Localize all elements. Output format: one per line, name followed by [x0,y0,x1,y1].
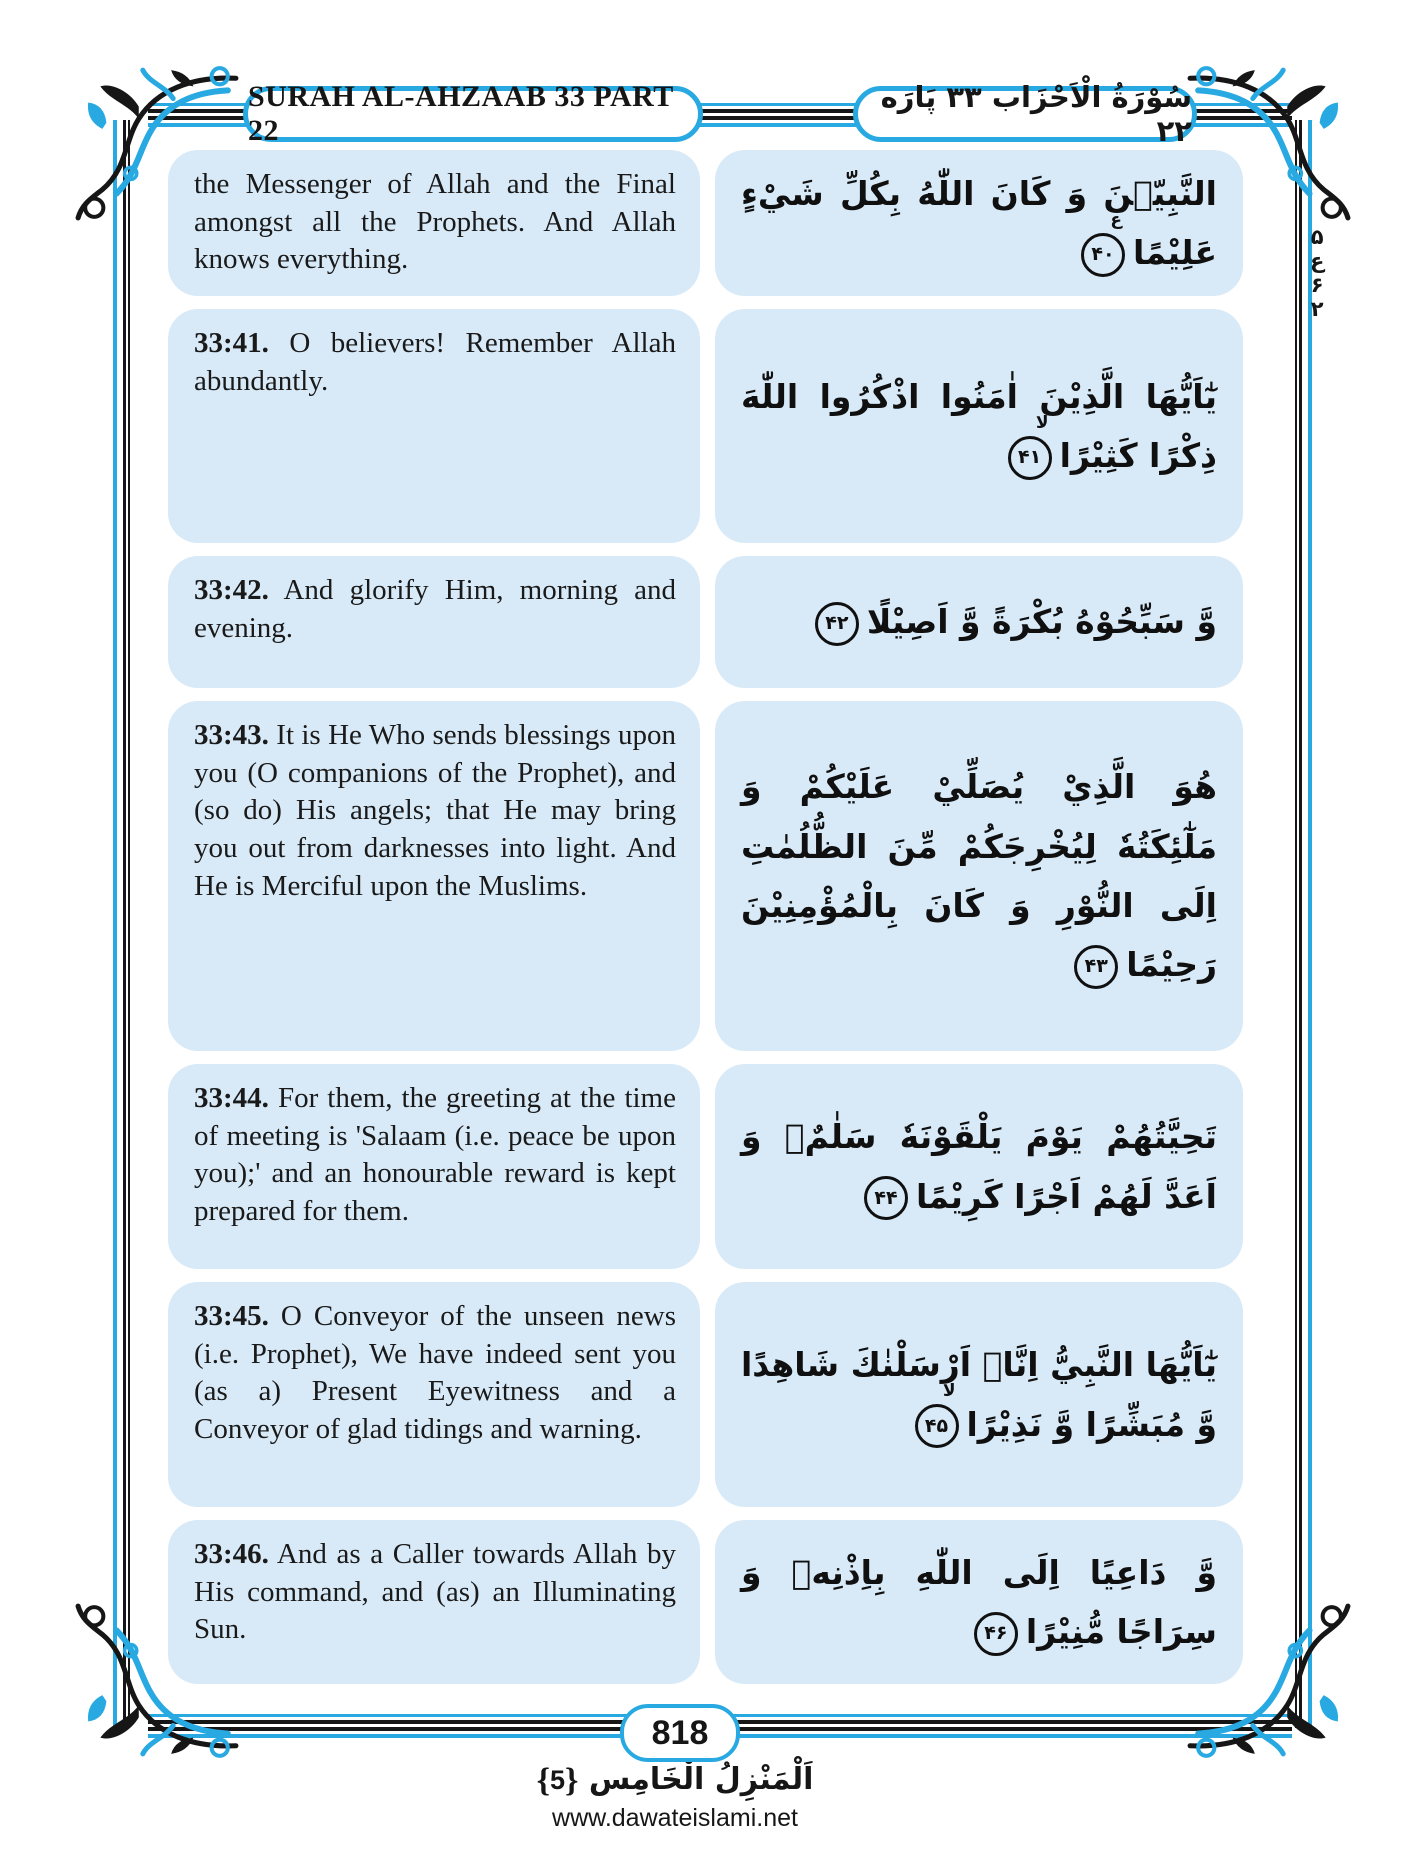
verse-list [168,150,1243,1684]
waqf-mark: لا [1035,412,1049,433]
verse-translation-box [168,701,700,1051]
verse-arabic-text: تَحِيَّتُهُمْ يَوْمَ يَلْقَوْنَهٗ سَلٰمٌۚ وَ اَعَدَّ لَهُمْ اَجْرًا كَرِيْمًا ۴۴ [741,1107,1217,1226]
verse-arabic-text: يٰٓاَيُّهَا النَّبِيُّ اِنَّاۤ اَرْسَلْنٰكَ شَاهِدًا وَّ مُبَشِّرًا وَّ نَذِيْرًا ۴۵ لا [741,1335,1217,1454]
verse-arabic-box [715,150,1243,296]
verse-row [168,556,1243,688]
verse-arabic-box [715,556,1243,688]
surah-title-arabic: سُوْرَةُ الْاَحْزَاب ۳۳ پَارَه ۲۲ [853,86,1197,142]
ornate-bracket-close: } [536,1762,551,1799]
ruku-margin-marker: ۵ ع ۶ ۲ [1310,225,1325,322]
verse-translation-box [168,1282,700,1507]
verse-arabic-text: وَّ سَبِّحُوْهُ بُكْرَةً وَّ اَصِيْلًا ۴۲ [741,592,1217,651]
verse-arabic-text: النَّبِيّٖنَ وَ كَانَ اللّٰهُ بِكُلِّ شَيْءٍ عَلِيْمًا ۴۰ ع [741,164,1217,283]
verse-row [168,1064,1243,1269]
verse-translation-text: O believers! Remember Allah abundantly. [194,327,676,397]
verse-translation-box [168,309,700,543]
verse-translation-text: And as a Caller towards Allah by His command, and (as) an Illuminating Sun. [194,1538,676,1646]
verse-arabic-text: وَّ دَاعِيًا اِلَى اللّٰهِ بِاِذْنِهٖ وَ سِرَاجًا مُّنِيْرًا ۴۶ [741,1543,1217,1662]
ayah-number-circle: ۴۵ لا [915,1404,959,1448]
website-url: www.dawateislami.net [552,1804,798,1832]
ayah-number-circle: ۴۶ [974,1612,1018,1656]
verse-ref: 33:46. [194,1538,269,1570]
waqf-mark: ع [1110,209,1122,230]
manzil-label [0,1762,1350,1800]
verse-ref: 33:45. [194,1300,269,1332]
verse-row [168,1282,1243,1507]
verse-row [168,150,1243,296]
verse-translation-text: the Messenger of Allah and the Final amongst all the Prophets. And Allah knows everything. [194,168,676,276]
surah-title-english: SURAH AL-AHZAAB 33 PART 22 [243,86,703,142]
verse-arabic-box [715,1282,1243,1507]
verse-translation-text: For them, the greeting at the time of meeting is 'Salaam (i.e. peace be upon you);' and an honourable reward is kept prepared for them. [194,1082,676,1228]
verse-ref: 33:44. [194,1082,269,1114]
verse-ref: 33:42. [194,574,269,606]
verse-translation-box [168,1064,700,1269]
manzil-number: 5 [550,1765,566,1795]
verse-arabic-text: يٰٓاَيُّهَا الَّذِيْنَ اٰمَنُوا اذْكُرُوا اللّٰهَ ذِكْرًا كَثِيْرًا ۴۱ لا [741,367,1217,486]
right-frame-border [1294,120,1312,1728]
verse-row [168,701,1243,1051]
page-number-pill: 818 [620,1704,740,1762]
verse-translation-text: O Conveyor of the unseen news (i.e. Prophet), We have indeed sent you (as a) Present Eyewitness and a Conveyor of glad tidings and warning. [194,1300,676,1446]
left-frame-border [113,120,131,1728]
verse-row [168,309,1243,543]
manzil-title-text: اَلْمَنْزِلُ الْخَامِس [588,1762,814,1797]
verse-translation-box [168,1520,700,1684]
waqf-mark: لا [942,1381,956,1401]
verse-translation-text: And glorify Him, morning and evening. [194,574,676,644]
ayah-number-circle: ۴۱ لا [1008,436,1052,480]
verse-ref: 33:43. [194,719,269,751]
ayah-number-circle: ۴۴ [864,1176,908,1220]
verse-arabic-box [715,309,1243,543]
verse-row [168,1520,1243,1684]
verse-arabic-box [715,1064,1243,1269]
verse-arabic-box [715,1520,1243,1684]
verse-ref: 33:41. [194,327,269,359]
verse-arabic-box [715,701,1243,1051]
ornate-bracket-open: { [565,1762,579,1799]
verse-arabic-text: هُوَ الَّذِيْ يُصَلِّيْ عَلَيْكُمْ وَ مَلٰٓئِكَتُهٗ لِيُخْرِجَكُمْ مِّنَ الظُّلُمٰتِ اِلَى النُّوْرِ وَ كَانَ بِالْمُؤْمِنِيْنَ رَحِيْمًا ۴۳ [741,757,1217,995]
verse-translation-box [168,556,700,688]
ayah-number-circle: ۴۲ [815,602,859,646]
ayah-number-circle: ۴۳ [1074,945,1118,989]
verse-translation-box [168,150,700,296]
verse-translation-text: It is He Who sends blessings upon you (O companions of the Prophet), and (so do) His angels; that He may bring you out from darknesses into light. And He is Merciful upon the Muslims. [194,719,676,902]
ayah-number-circle: ۴۰ ع [1081,233,1125,277]
